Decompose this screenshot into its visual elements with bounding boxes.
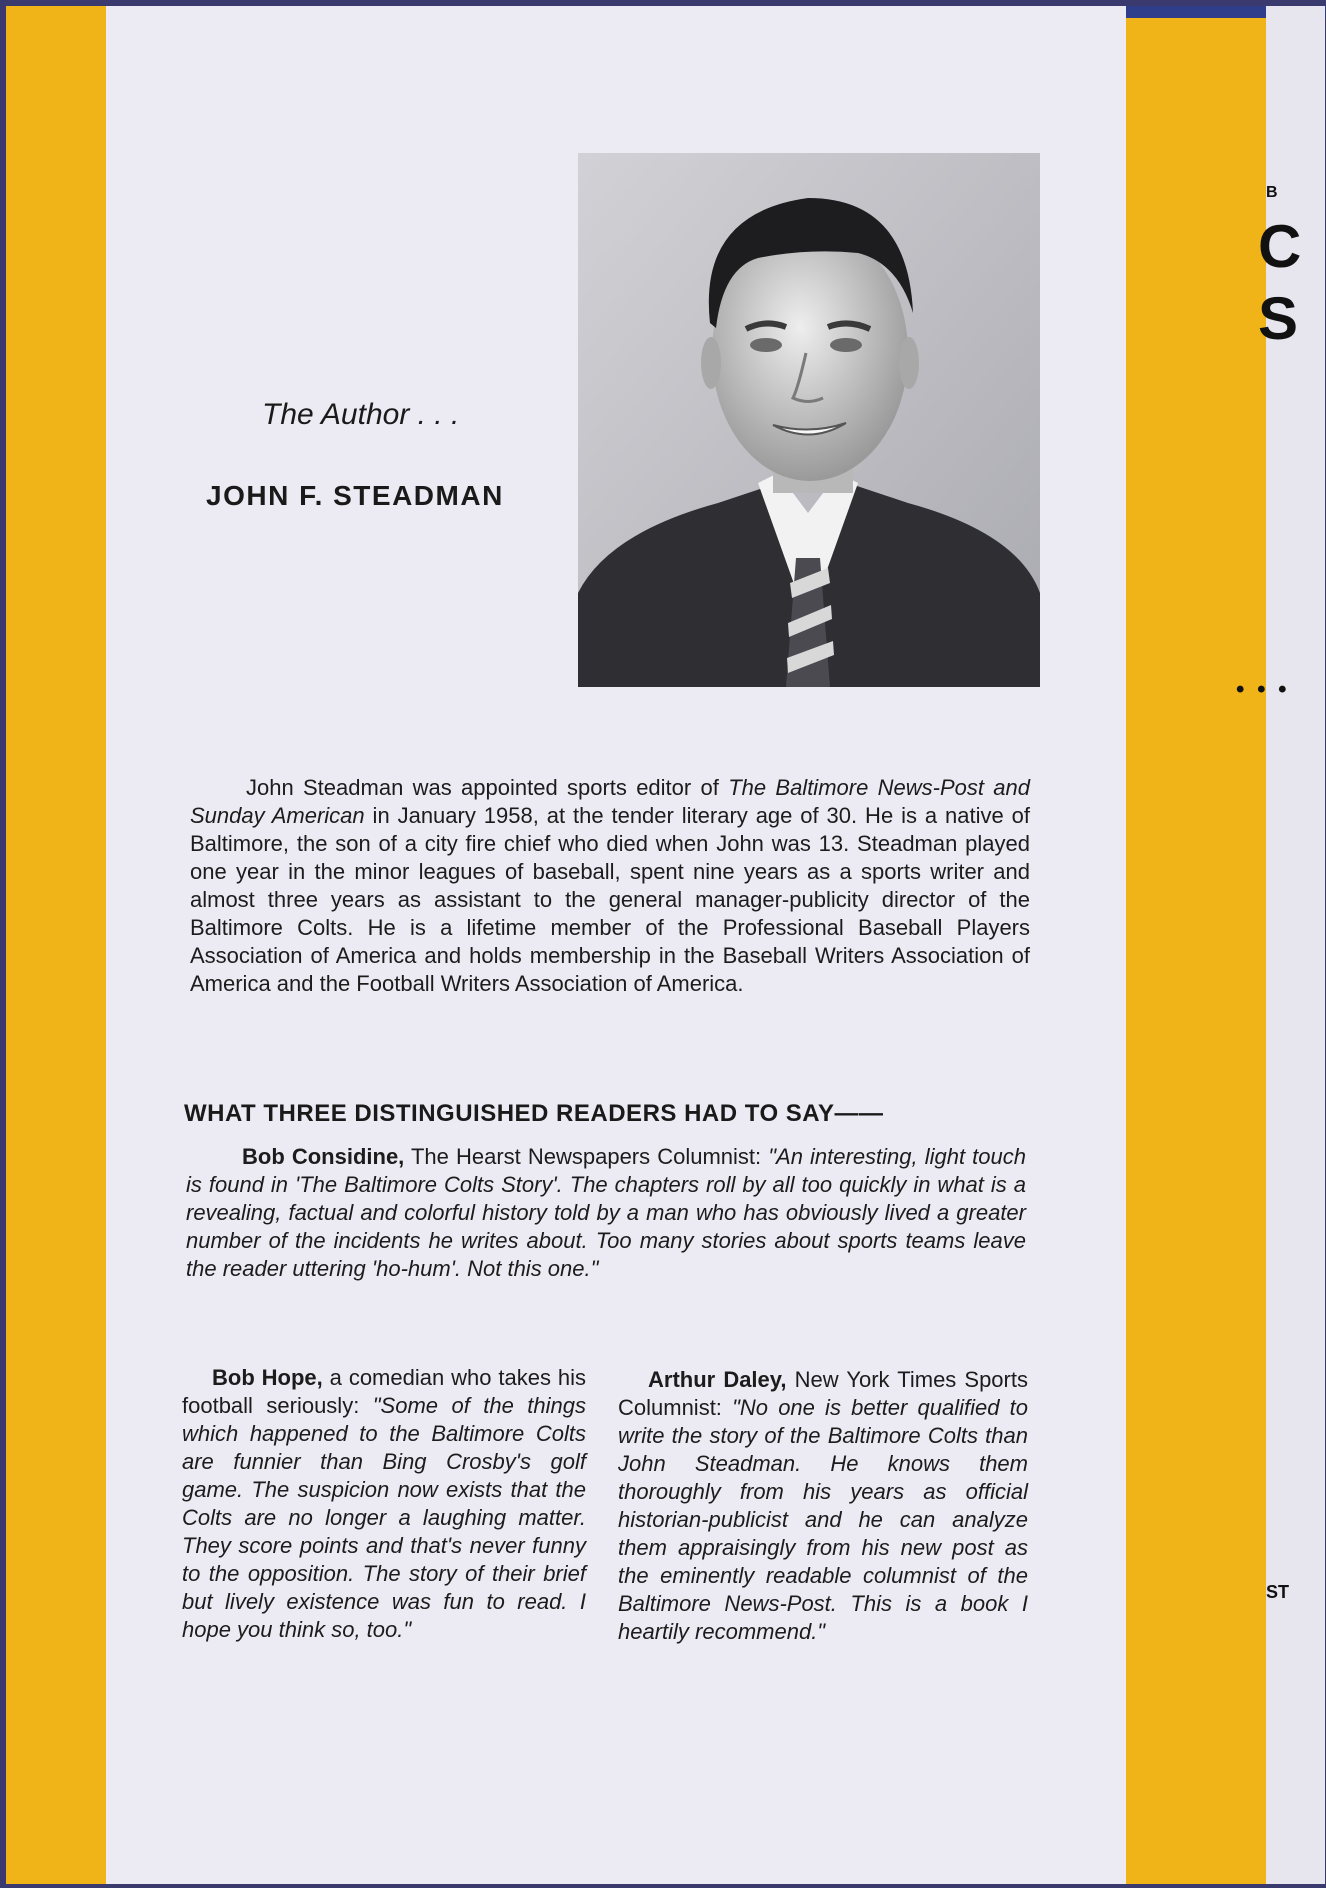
bio-text-2: in January 1958, at the tender literary age of 30. He is a native of Baltimore, the son of a city fire chief who died when John was 13. Steadman played one year in the minor leagues of baseball, spent nine years as a sports writer and almost three years as assistant to the general manager-publicity director of the Baltimore Colts. He is a lifetime member of the Professional Baseball Players Association of America and holds membership in the Baseball Writers Association of America and the Football Writers Association of America. [190, 803, 1030, 996]
reviewer-name: Bob Hope, [212, 1365, 323, 1390]
spine-fragment-bottom: ST [1266, 1582, 1290, 1602]
review-considine [186, 1143, 1026, 1283]
bio-text-1: John Steadman was appointed sports editor of [246, 775, 729, 800]
author-caption: The Author . . . [262, 398, 460, 431]
reviewer-name: Bob Considine, [242, 1144, 405, 1169]
review-daley [618, 1366, 1028, 1646]
spine-dots: • • • [1236, 676, 1290, 703]
reviewer-role: New York Times Sports Columnist: [618, 1367, 1028, 1420]
right-yellow-band [1126, 14, 1266, 1884]
review-quote: "An interesting, light touch is found in 'The Baltimore Colts Story'. The chapters roll by all too quickly in what is a revealing, factual and colorful history told by a man who has obviously lived a greater number of the incidents he writes about. Too many stories about sports teams leave the reader uttering 'ho-hum'. Not this one." [186, 1144, 1026, 1281]
review-quote: "Some of the things which happened to the Baltimore Colts are funnier than Bing Crosby's golf game. The suspicion now exists that the Colts are no longer a laughing matter. They score points and that's never funny to the opposition. The story of their brief but lively existence was fun to read. I hope you think so, too." [182, 1393, 586, 1642]
spine-fragment-c: C [1258, 213, 1302, 280]
reviewer-name: Arthur Daley, [648, 1367, 787, 1392]
left-yellow-band [6, 6, 106, 1884]
author-portrait-photo [578, 153, 1040, 687]
portrait-illustration [578, 153, 1040, 687]
bio-publication: The Baltimore News-Post and Sunday American [190, 775, 1030, 828]
spine-fragment-s: S [1258, 285, 1299, 352]
review-hope [182, 1364, 586, 1644]
book-spine [1258, 6, 1325, 1884]
author-biography [190, 774, 1030, 998]
author-name: JOHN F. STEADMAN [206, 480, 504, 511]
reviews-heading: WHAT THREE DISTINGUISHED READERS HAD TO SAY—— [184, 1100, 884, 1127]
spine-fragment-top: B [1266, 184, 1278, 201]
reviewer-role: The Hearst Newspapers Columnist: [404, 1144, 769, 1169]
reviewer-role: a comedian who takes his football seriously: [182, 1365, 586, 1418]
review-quote: "No one is better qualified to write the story of the Baltimore Colts than John Steadman. He knows them thoroughly from his years as official historian-publicist and he can analyze them appraisingly from his new post as the eminently readable columnist of the Baltimore News-Post. This is a book I heartily recommend." [618, 1395, 1028, 1644]
